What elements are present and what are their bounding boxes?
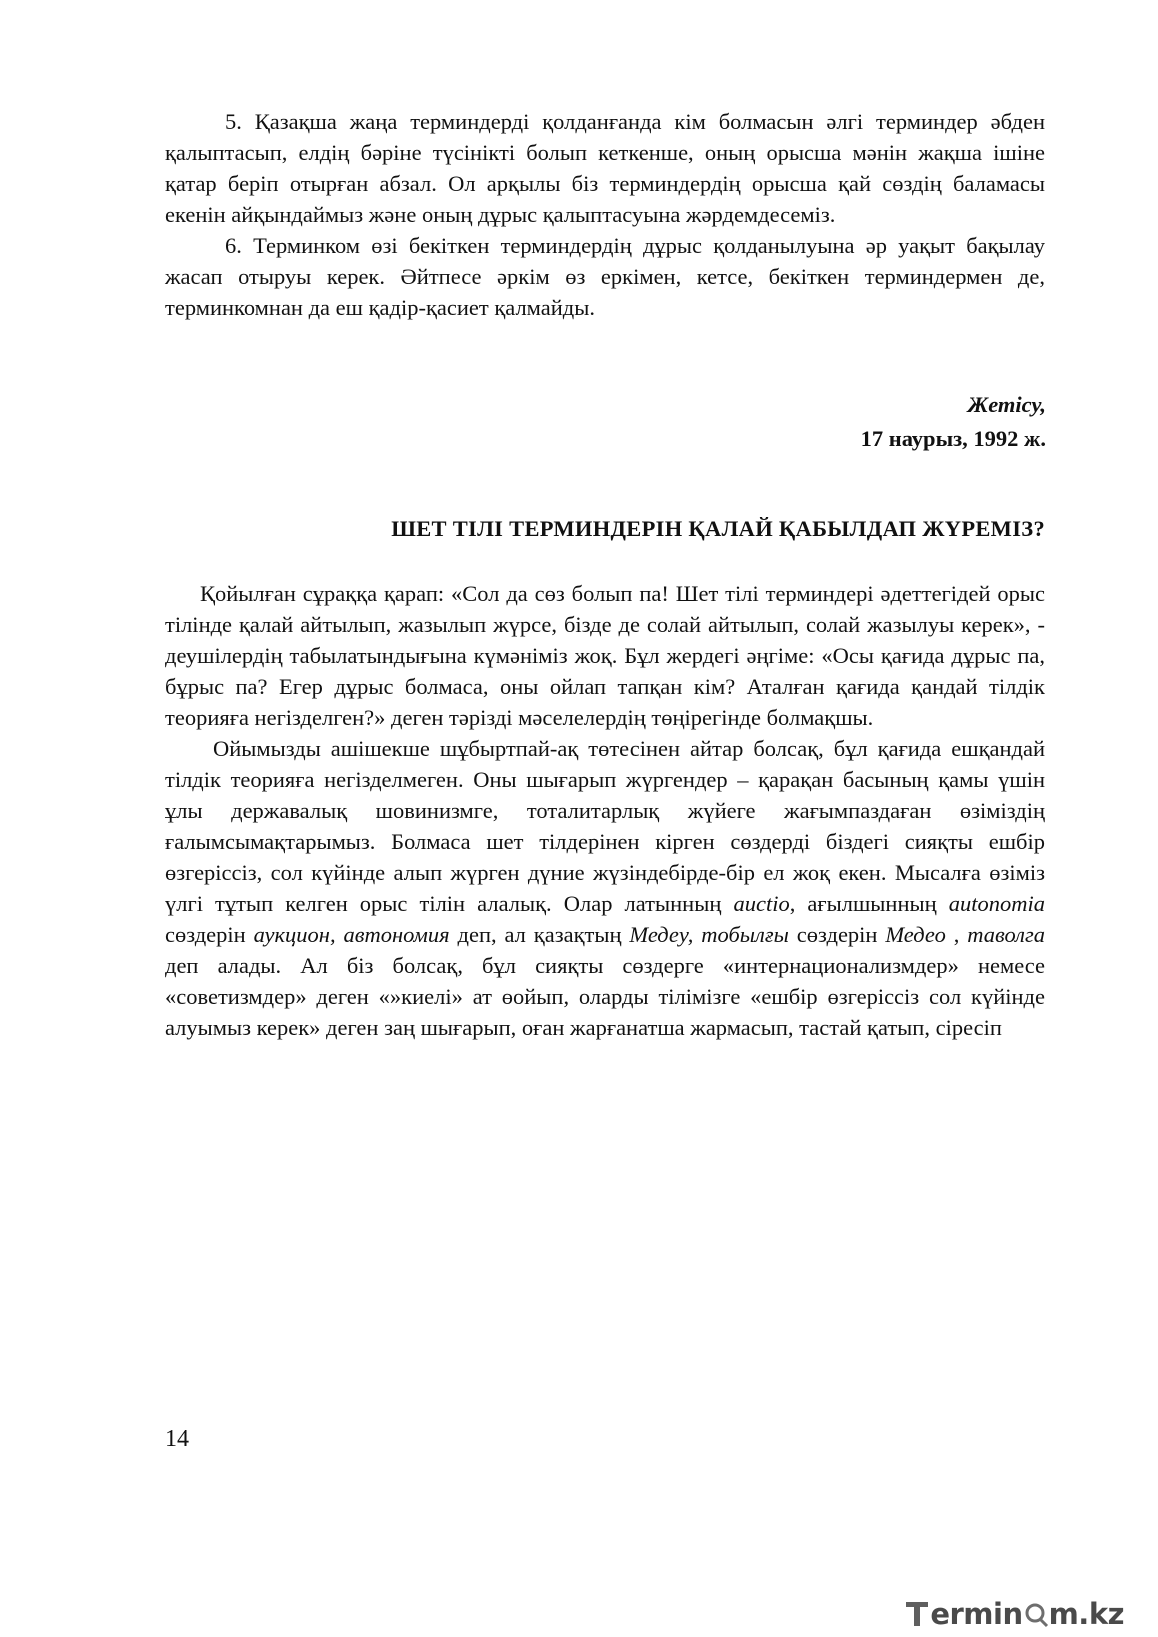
paragraph-2-text-e: сөздерін bbox=[788, 922, 878, 947]
word-tavolga: таволга bbox=[967, 922, 1046, 947]
paragraph-2-text-d: деп, ал қазақтың bbox=[449, 922, 622, 947]
page-number: 14 bbox=[165, 1426, 189, 1452]
magnifier-icon bbox=[1023, 1599, 1049, 1629]
watermark-text-end: m.kz bbox=[1048, 1597, 1124, 1631]
signature-block bbox=[861, 388, 1046, 456]
body-paragraph-2 bbox=[165, 733, 1045, 1043]
paragraph-2-text-c: сөздерін bbox=[165, 922, 246, 947]
list-item-6: 6. Терминком өзі бекіткен терминдердің дұрыс қолданылуына әр уақыт бақылау жасап отыруы керек. Әйтпесе әркім өз еркімен, кетсе, бекіткен терминдермен де, терминкомнан да еш қадір-қасиет қалмайды. bbox=[165, 233, 1045, 320]
paragraph-2-text-g: деп алады. Ал біз болсақ, бұл сияқты сөздерге «интернационализмдер» немесе «советизмдер» деген «»киелі» ат өойып, оларды тілімізге «ешбір өзгеріссіз сол күйінде алуымыз керек» деген заң шығарып, оған жарғанатша жармасып, тастай қатып, сіресіп bbox=[165, 953, 1045, 1040]
kazakh-words: Медеу, тобылғы bbox=[629, 922, 789, 947]
russian-words: аукцион, автономия bbox=[253, 922, 450, 947]
english-word-autonomia: autonomia bbox=[948, 891, 1045, 916]
body-paragraph-1: Қойылған сұраққа қарап: «Сол да сөз болып па! Шет тілі терминдері әдеттегідей орыс тілінде қалай айтылып, жазылып жүрсе, бізде де солай айтылып, солай жазылуы керек», - деушілердің табылатындығына күмәніміз жоқ. Бұл жердегі әңгіме: «Осы қағида дұрыс па, бұрыс па? Егер дұрыс болмаса, оны ойлап тапқан кім? Аталған қағида қандай тілдік теорияға негізделген?» деген тәрізді мәселелердің төңірегінде болмақшы. bbox=[165, 581, 1045, 730]
section-list bbox=[165, 106, 1045, 323]
t-logo-icon bbox=[904, 1599, 930, 1629]
article-heading: ШЕТ ТІЛІ ТЕРМИНДЕРІН ҚАЛАЙ ҚАБЫЛДАП ЖҮРЕМІЗ? bbox=[391, 516, 1045, 541]
latin-word-auctio: auctio bbox=[733, 891, 790, 916]
signature-date: 17 наурыз, 1992 ж. bbox=[860, 426, 1046, 451]
paragraph-2-text-a: Ойымызды ашішекше шұбыртпай-ақ төтесінен айтар болсақ, бұл қағида ешқандай тілдік теорияға негізделмеген. Оны шығарып жүргендер – қарақан басының қамы үшін ұлы державалық шовинизмге, тоталитарлық жүйеге жағымпаздаған өзіміздің ғалымсымақтарымыз. Болмаса шет тілдерінен кірген сөздерді біздегі сияқты ешбір өзгеріссіз, сол күйінде алып жүрген дүние жүзіндебірде-бір ел жоқ екен. Мысалға өзіміз үлгі тұтып келген орыс тілін алалық. Олар латынның bbox=[165, 736, 1045, 916]
word-medeo: Медео bbox=[885, 922, 946, 947]
article-body bbox=[165, 578, 1045, 1043]
paragraph-2-text-b: , ағылшынның bbox=[789, 891, 937, 916]
site-watermark bbox=[904, 1596, 1124, 1632]
watermark-text-start: ermin bbox=[930, 1597, 1023, 1631]
signature-place: Жетісу, bbox=[967, 392, 1046, 417]
paragraph-2-text-f: , bbox=[945, 922, 960, 947]
list-item-5: 5. Қазақша жаңа терминдерді қолданғанда кім болмасын әлгі терминдер әбден қалыптасып, елдің бәріне түсінікті болып кеткенше, оның орысша мәнін жақша ішіне қатар беріп отырған абзал. Ол арқылы біз терминдердің орысша қай сөздің баламасы екенін айқындаймыз және оның дұрыс қалыптасуына жәрдемдесеміз. bbox=[165, 109, 1045, 227]
